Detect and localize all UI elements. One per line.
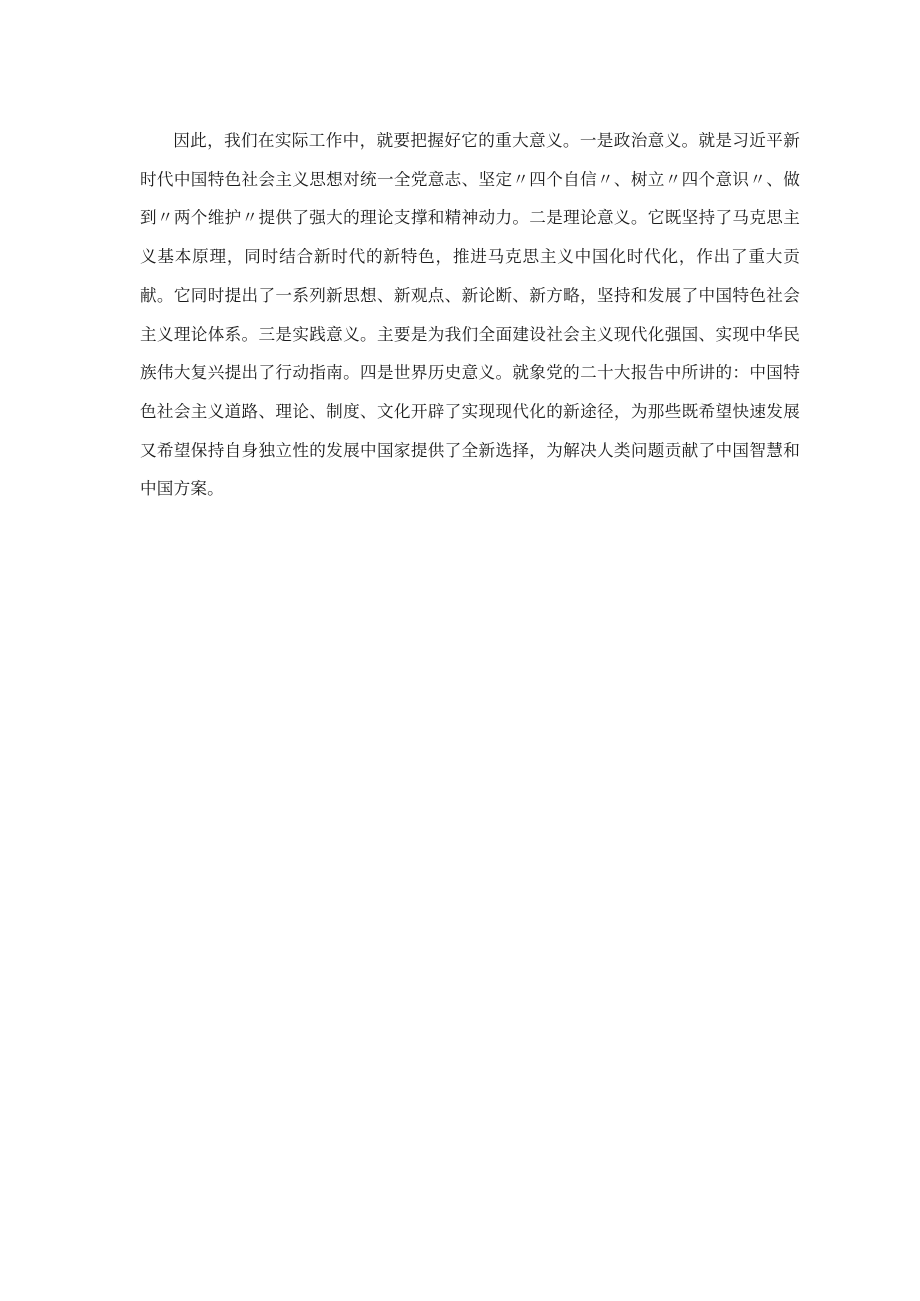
body-paragraph: 因此，我们在实际工作中，就要把握好它的重大意义。一是政治意义。就是习近平新时代中国特色社会主义思想对统一全党意志、坚定〃四个自信〃、树立〃四个意识〃、做到〃两个维护〃提供了强大的理论支撑和精神动力。二是理论意义。它既坚持了马克思主义基本原理，同时结合新时代的新特色，推进马克思主义中国化时代化，作出了重大贡献。它同时提出了一系列新思想、新观点、新论断、新方略，坚持和发展了中国特色社会主义理论体系。三是实践意义。主要是为我们全面建设社会主义现代化强国、实现中华民族伟大复兴提出了行动指南。四是世界历史意义。就象党的二十大报告中所讲的：中国特色社会主义道路、理论、制度、文化开辟了实现现代化的新途径，为那些既希望快速发展又希望保持自身独立性的发展中国家提供了全新选择，为解决人类问题贡献了中国智慧和中国方案。 — [140, 131, 800, 499]
